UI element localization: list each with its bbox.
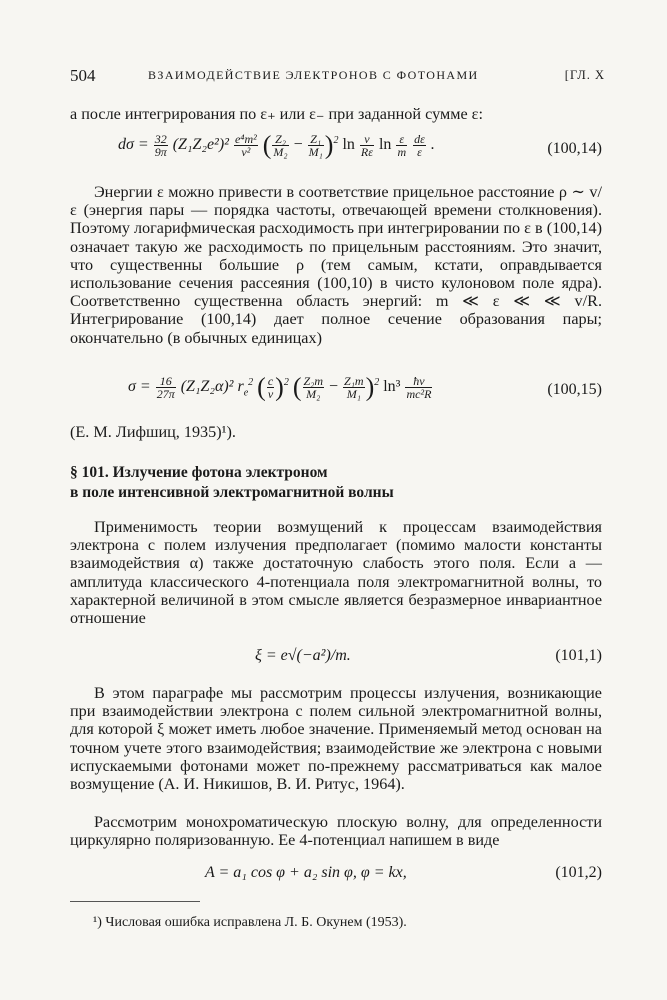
- eq-lhs: dσ =: [118, 136, 153, 154]
- running-title: ВЗАИМОДЕЙСТВИЕ ЭЛЕКТРОНОВ С ФОТОНАМИ: [148, 68, 479, 82]
- paragraph-plane-wave: Рассмотрим монохроматическую плоскую волну, для определенности циркулярно поляризованную. Ее 4-потенциал напишем в виде: [70, 813, 602, 850]
- section-title-line1: § 101. Излучение фотона электроном: [70, 464, 328, 481]
- paragraph-energy-impact: Энергии ε можно привести в соответствие прицельное расстояние ρ ∼ v/ε (энергия пары — порядка частоты, отвечающей времени столкновения). Поэтому логарифмическая расходимость при интегрировании по ε в (100,14) означает такую же расходимость по прицельным расстояниям. Это значит, что существенны большие ρ (тем самым, кстати, оправдывается использование сечения рассеяния (100,10) в чисто кулоновом поле ядра). Соответственно существенна область энергий: m ≪ ε ≪ ≪ v/R. Интегрирование (100,14) дает полное сечение образования пары; окончательно (в обычных единицах): [70, 183, 602, 347]
- chapter-marker: [ГЛ. X: [564, 68, 605, 82]
- fraction: $\frac{d\varepsilon}{\varepsilon}$: [414, 132, 425, 159]
- equation-number-101-1: (101,1): [555, 647, 602, 664]
- intro-line: а после интегрирования по ε₊ или ε₋ при заданной сумме ε:: [70, 105, 483, 123]
- fraction: $\frac{\varepsilon}{m}$: [397, 132, 407, 159]
- fraction: $\frac{\text{e⁴m²}}{\text{v²}}$: [234, 132, 257, 159]
- footnote-rule: [70, 901, 200, 902]
- equation-number-100-15: (100,15): [547, 381, 602, 398]
- equation-100-15: σ = $\frac{16}{27\pi}$ (Z₁Z₂α)² $r_e^2$ ( $\frac{c}{v}$ )$^2$ ( $\frac{\text{Z₂m}}{\text{M₂}}$ − $\frac{\text{Z₁m}}{\text{M₁}}$ )$^2$ ln³ $\frac{ħv}{\text{mc²R}}$: [128, 372, 432, 402]
- paragraph-strong-wave: В этом параграфе мы рассмотрим процессы излучения, возникающие при взаимодействии электрона с полем сильной электромагнитной волны, для которой ξ может иметь любое значение. Применяемый метод основан на точном учете этого взаимодействия; взаимодействие же электрона с новыми испускаемыми фотонами может по-прежнему рассматриваться как малое возмущение (А. И. Никишов, В. И. Ритус, 1964).: [70, 684, 602, 794]
- fraction: $\frac{\text{Z₂}}{\text{M₂}}$: [273, 132, 288, 159]
- fraction: $\frac{16}{27\pi}$: [156, 374, 175, 401]
- footnote: ¹) Числовая ошибка исправлена Л. Б. Окунем (1953).: [93, 915, 407, 930]
- page-number: 504: [70, 66, 96, 85]
- fraction: $\frac{\text{Z₁m}}{\text{M₁}}$: [344, 374, 364, 401]
- equation-101-2: A = a₁ cos φ + a₂ sin φ, φ = kx,: [205, 864, 407, 881]
- fraction: $\frac{32}{9\pi}$: [154, 132, 167, 159]
- citation-lifshitz: (Е. М. Лифшиц, 1935)¹).: [70, 423, 236, 441]
- eq-factor: (Z₁Z₂α)² r: [180, 378, 244, 396]
- eq-factor: (Z₁Z₂e²)²: [172, 136, 229, 154]
- section-title-line2: в поле интенсивной электромагнитной волны: [70, 484, 394, 501]
- fraction: $\frac{\text{Z₁}}{\text{M₁}}$: [308, 132, 323, 159]
- equation-number-101-2: (101,2): [555, 864, 602, 881]
- running-header: [70, 66, 605, 86]
- eq-lhs: σ =: [128, 378, 155, 396]
- paragraph-perturbation: Применимость теории возмущений к процессам взаимодействия электрона с полем излучения предполагает (помимо малости константы взаимодействия α) также достаточную слабость этого поля. Если a — амплитуда классического 4-потенциала поля электромагнитной волны, то характерной величиной в этом смысле является безразмерное инвариантное отношение: [70, 518, 602, 628]
- equation-101-1: ξ = e√(−a²)/m.: [255, 647, 351, 664]
- fraction: $\frac{c}{v}$: [267, 374, 274, 401]
- fraction: $\frac{\text{Z₂m}}{\text{M₂}}$: [303, 374, 324, 401]
- equation-100-14: dσ = $\frac{32}{9\pi}$ (Z₁Z₂e²)² $\frac{\text{e⁴m²}}{\text{v²}}$ ( $\frac{\text{Z₂}}{\text{M₂}}$ − $\frac{\text{Z₁}}{\text{M₁}}$ )$^2$ ln $\frac{v}{R\varepsilon}$ ln $\frac{\varepsilon}{m}$ $\frac{d\varepsilon}{\varepsilon}$ .: [118, 130, 435, 160]
- fraction: $\frac{v}{R\varepsilon}$: [360, 132, 373, 159]
- fraction: $\frac{ħv}{\text{mc²R}}$: [406, 374, 432, 401]
- equation-number-100-14: (100,14): [547, 140, 602, 157]
